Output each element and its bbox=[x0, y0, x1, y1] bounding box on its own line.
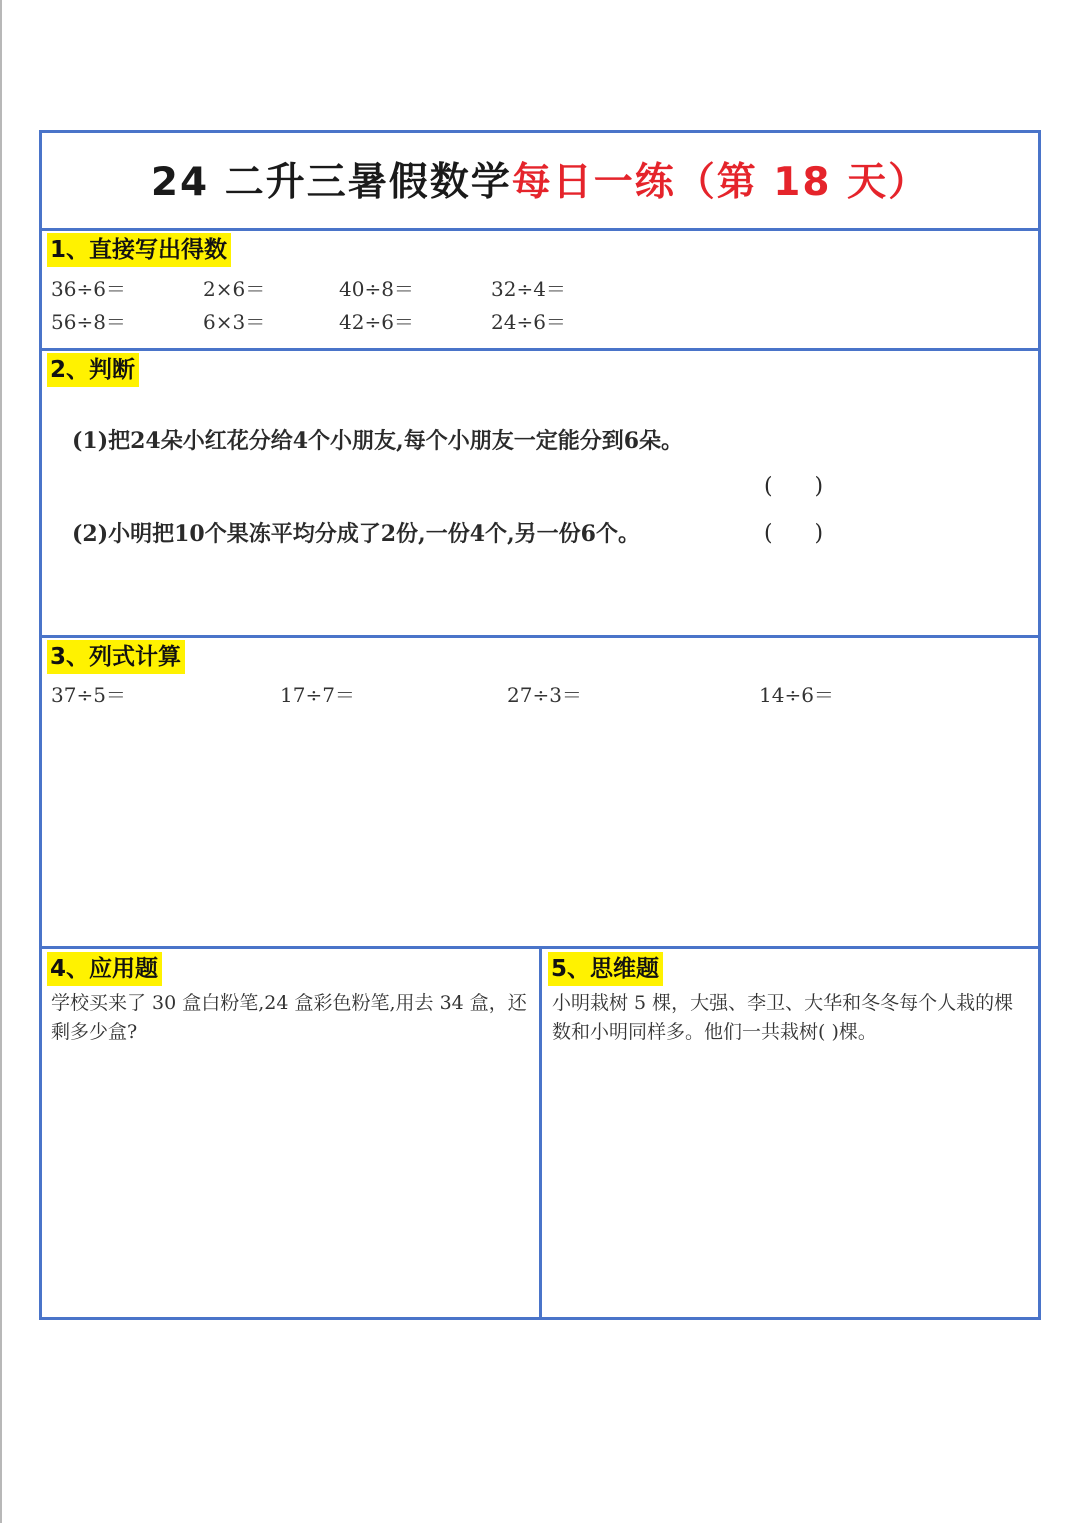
section2-label: 2、判断 bbox=[47, 353, 139, 387]
calc-item: 14÷6＝ bbox=[759, 683, 834, 707]
section3-label: 3、列式计算 bbox=[47, 640, 185, 674]
oral-item: 40÷8＝ bbox=[339, 277, 414, 301]
oral-item: 32÷4＝ bbox=[491, 277, 566, 301]
oral-item: 2×6＝ bbox=[203, 277, 266, 301]
calc-item: 17÷7＝ bbox=[280, 683, 355, 707]
calc-item: 37÷5＝ bbox=[51, 683, 126, 707]
oral-item: 6×3＝ bbox=[203, 310, 266, 334]
answer-parentheses-2[interactable]: ( ) bbox=[764, 521, 824, 546]
section5-label: 5、思维题 bbox=[548, 952, 663, 986]
judgment-statement-1: (1)把24朵小红花分给4个小朋友,每个小朋友一定能分到6朵。 bbox=[72, 428, 684, 454]
thinking-problem-text: 小明栽树 5 棵，大强、李卫、大华和冬冬每个人栽的棵数和小明同样多。他们一共栽树( )棵。 bbox=[552, 992, 1014, 1043]
worksheet bbox=[39, 130, 1041, 1320]
oral-item: 36÷6＝ bbox=[51, 277, 126, 301]
oral-item: 56÷8＝ bbox=[51, 310, 126, 334]
section1-label: 1、直接写出得数 bbox=[47, 233, 231, 267]
oral-item: 42÷6＝ bbox=[339, 310, 414, 334]
title-main: 24 二升三暑假数学 bbox=[150, 160, 512, 205]
divider-vertical bbox=[539, 949, 542, 1317]
title-day: 每日一练（第 18 天） bbox=[511, 160, 930, 205]
divider-1 bbox=[42, 348, 1038, 351]
oral-item: 24÷6＝ bbox=[491, 310, 566, 334]
page-edge bbox=[0, 0, 2, 1523]
answer-parentheses-1[interactable]: ( ) bbox=[764, 474, 824, 499]
judgment-statement-2: (2)小明把10个果冻平均分成了2份,一份4个,另一份6个。 bbox=[72, 521, 640, 547]
page-title bbox=[42, 151, 1038, 207]
divider-title bbox=[42, 228, 1038, 231]
divider-2 bbox=[42, 635, 1038, 638]
section4-label: 4、应用题 bbox=[47, 952, 162, 986]
word-problem-text: 学校买来了 30 盒白粉笔,24 盒彩色粉笔,用去 34 盒，还剩多少盒? bbox=[51, 992, 527, 1043]
calc-item: 27÷3＝ bbox=[507, 683, 582, 707]
